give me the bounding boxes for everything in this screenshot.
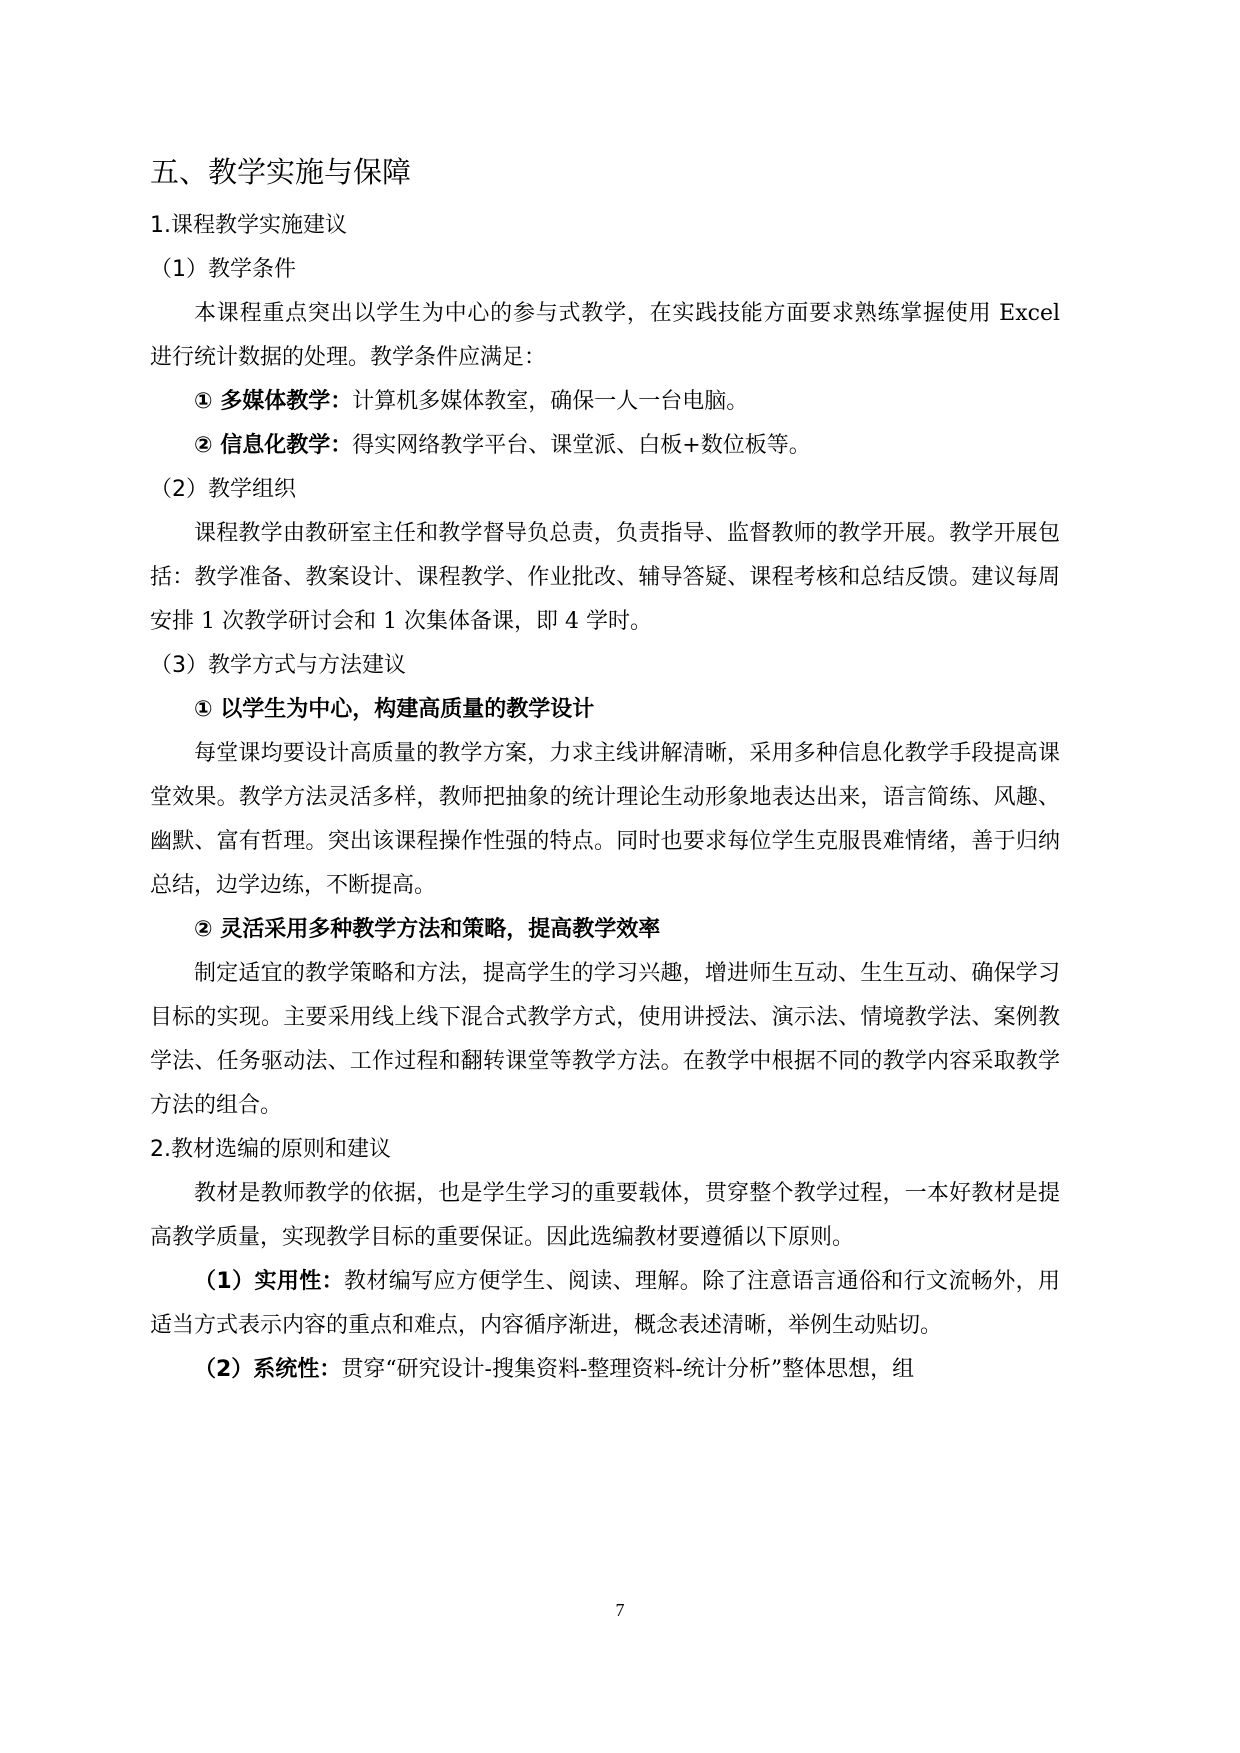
paragraph-organization: 课程教学由教研室主任和教学督导负总责，负责指导、监督教师的教学开展。教学开展包括：教学准备、教案设计、课程教学、作业批改、辅导答疑、课程考核和总结反馈。建议每周安排 1 次教学研讨会和 1 次集体备课，即 4 学时。 <box>150 521 1060 634</box>
paragraph-student-centered: 每堂课均要设计高质量的教学方案，力求主线讲解清晰，采用多种信息化教学手段提高课堂效果。教学方法灵活多样，教师把抽象的统计理论生动形象地表达出来，语言简练、风趣、幽默、富有哲理。突出该课程操作性强的特点。同时也要求每位学生克服畏难情绪，善于归纳总结，边学边练，不断提高。 <box>150 741 1060 898</box>
list-item-informatization <box>150 424 1060 468</box>
principle-text: 贯穿“研究设计-搜集资料-整理资料-统计分析”整体思想，组 <box>341 1357 915 1382</box>
principle-lead: （1）实用性： <box>194 1269 345 1294</box>
heading-methods: （3）教学方式与方法建议 <box>150 653 406 678</box>
paragraph-conditions-intro: 本课程重点突出以学生为中心的参与式教学，在实践技能方面要求熟练掌握使用 Excel 进行统计数据的处理。教学条件应满足： <box>150 301 1060 370</box>
document-page <box>150 150 1060 1392</box>
paragraph-principle-practicality <box>150 1260 1060 1348</box>
section-title: 五、教学实施与保障 <box>150 155 412 189</box>
heading-organization: （2）教学组织 <box>150 477 296 502</box>
paragraph-textbook-intro: 教材是教师教学的依据，也是学生学习的重要载体，贯穿整个教学过程，一本好教材是提高教学质量，实现教学目标的重要保证。因此选编教材要遵循以下原则。 <box>150 1181 1060 1250</box>
paragraph-flexible-methods: 制定适宜的教学策略和方法，提高学生的学习兴趣，增进师生互动、生生互动、确保学习目标的实现。主要采用线上线下混合式教学方式，使用讲授法、演示法、情境教学法、案例教学法、任务驱动法、工作过程和翻转课堂等教学方法。在教学中根据不同的教学内容采取教学方法的组合。 <box>150 961 1060 1118</box>
list-item-text: 得实网络教学平台、课堂派、白板+数位板等。 <box>352 433 811 458</box>
heading-implementation: 1.课程教学实施建议 <box>150 213 347 238</box>
list-item-text: 计算机多媒体教室，确保一人一台电脑。 <box>352 389 749 414</box>
subheading-flexible-methods: ② 灵活采用多种教学方法和策略，提高教学效率 <box>194 917 661 942</box>
heading-textbook: 2.教材选编的原则和建议 <box>150 1137 391 1162</box>
list-item-lead: ② 信息化教学： <box>194 433 353 458</box>
heading-conditions: （1）教学条件 <box>150 257 296 282</box>
subheading-student-centered: ① 以学生为中心，构建高质量的教学设计 <box>194 697 595 722</box>
list-item-multimedia <box>150 380 1060 424</box>
page-number: 7 <box>615 1600 625 1620</box>
principle-lead: （2）系统性： <box>194 1357 342 1382</box>
principle-text: 教材编写应方便学生、阅读、理解。除了注意语言通俗和行文流畅外，用适当方式表示内容的重点和难点，内容循序渐进，概念表述清晰，举例生动贴切。 <box>150 1269 1060 1338</box>
list-item-lead: ① 多媒体教学： <box>194 389 353 414</box>
paragraph-principle-systematic <box>150 1348 1060 1392</box>
